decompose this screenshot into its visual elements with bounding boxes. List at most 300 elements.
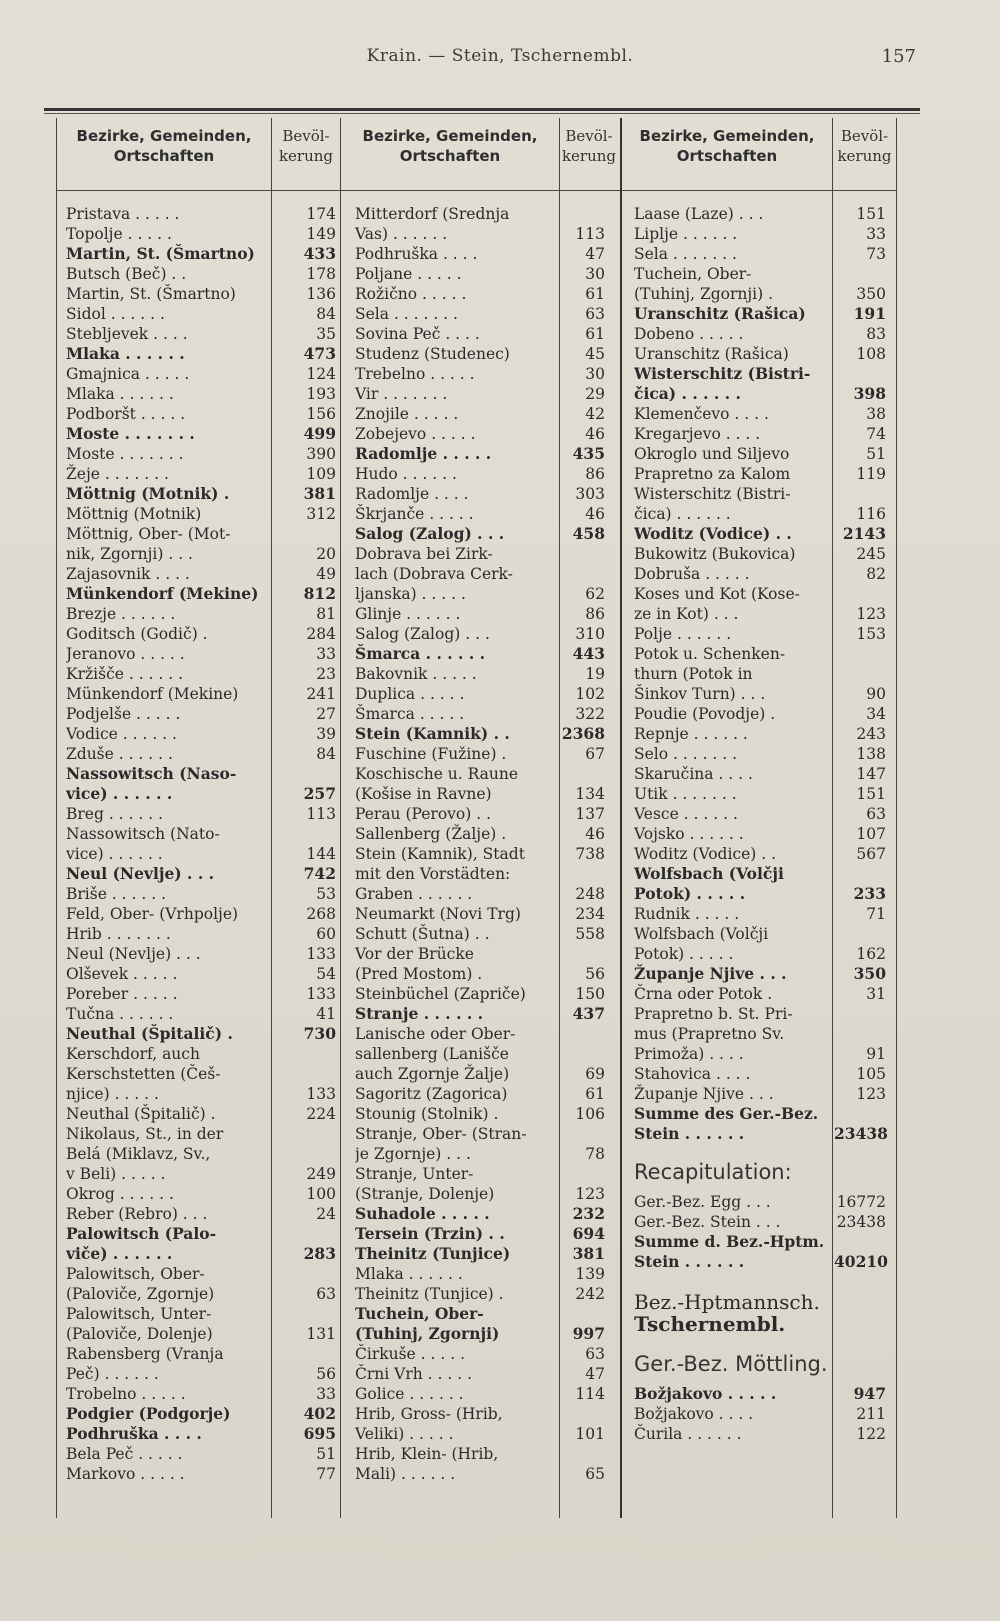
entry-population: 558	[575, 925, 605, 943]
list-item	[634, 784, 886, 804]
entry-name: Potok) . . . . .	[634, 884, 746, 903]
entry-name: Podhruška . . . .	[355, 245, 478, 263]
entry-population: 33	[866, 225, 886, 243]
entry-name: Fuschine (Fužine) .	[355, 745, 507, 763]
entry-name: Utik . . . . . . .	[634, 785, 737, 803]
entry-name: Tuchein, Ober-	[355, 1304, 484, 1323]
entry-population: 19	[585, 665, 605, 683]
entry-population: 47	[585, 1365, 605, 1383]
entry-name: Pristava . . . . .	[66, 205, 180, 223]
entry-population: 56	[585, 965, 605, 983]
entry-name: Neumarkt (Novi Trg)	[355, 905, 521, 923]
list-item	[634, 604, 886, 624]
district-title-line2: Tschernembl.	[634, 1312, 786, 1336]
entry-name: Olševek . . . . .	[66, 965, 178, 983]
entry-population: 178	[306, 265, 336, 283]
entry-name: Wisterschitz (Bistri-	[634, 485, 791, 503]
entry-population: 997	[572, 1324, 605, 1343]
entry-population: 139	[575, 1265, 605, 1283]
entry-population: 151	[856, 205, 886, 223]
entry-name: Tersein (Trzin) . .	[355, 1224, 505, 1243]
district-title-line1: Bez.-Hptmannsch.	[634, 1290, 820, 1314]
entry-name: Okrog . . . . . .	[66, 1185, 174, 1203]
entry-population: 243	[856, 725, 886, 743]
entry-name: Neul (Nevlje) . . .	[66, 864, 215, 883]
entry-population: 86	[585, 605, 605, 623]
entry-name: Potok) . . . . .	[634, 945, 734, 963]
entry-population: 156	[306, 405, 336, 423]
entry-name: Stahovica . . . .	[634, 1065, 751, 1083]
entry-name: Markovo . . . . .	[66, 1465, 185, 1483]
entry-name: Repnje . . . . . .	[634, 725, 748, 743]
entry-population: 124	[306, 365, 336, 383]
entry-name: (Stranje, Dolenje)	[355, 1185, 495, 1203]
entry-population: 153	[856, 625, 886, 643]
entry-name: Prapretno b. St. Pri-	[634, 1005, 793, 1023]
entry-name: (Košise in Ravne)	[355, 785, 492, 803]
entry-population: 102	[575, 685, 605, 703]
list-item	[634, 984, 886, 1004]
entry-name: Salog (Zalog) . . .	[355, 524, 505, 543]
recapitulation-sum	[634, 1232, 828, 1252]
list-item	[634, 744, 886, 764]
entry-population: 51	[316, 1445, 336, 1463]
entry-population: 435	[572, 444, 605, 463]
entry-population: 114	[575, 1385, 605, 1403]
entry-name: Suhadole . . . . .	[355, 1204, 490, 1223]
list-item	[634, 324, 886, 344]
entry-population: 23438	[836, 1213, 886, 1231]
entry-population: 137	[575, 805, 605, 823]
entry-name: Nassowitsch (Nato-	[66, 825, 220, 843]
entry-name: Hrib . . . . . . .	[66, 925, 171, 943]
entry-name: Ger.-Bez. Egg . . .	[634, 1193, 771, 1211]
entry-population: 23	[316, 665, 336, 683]
list-item	[634, 504, 886, 524]
entry-population: 84	[316, 305, 336, 323]
spacer	[634, 1272, 828, 1292]
entry-population: 730	[303, 1024, 336, 1043]
entry-name: Moste . . . . . . .	[66, 445, 184, 463]
list-item	[634, 264, 828, 284]
entry-population: 100	[306, 1185, 336, 1203]
entry-name: Wolfsbach (Volčji	[634, 925, 769, 943]
entry-population: 245	[856, 545, 886, 563]
entry-population: 106	[575, 1105, 605, 1123]
entry-population: 322	[575, 705, 605, 723]
entry-name: Martin, St. (Šmartno)	[66, 244, 255, 263]
entry-population: 234	[575, 905, 605, 923]
entry-population: 108	[856, 345, 886, 363]
entry-population: 233	[853, 884, 886, 903]
entry-name: Skaručina . . . .	[634, 765, 753, 783]
entry-population: 73	[866, 245, 886, 263]
entry-name: Wisterschitz (Bistri-	[634, 364, 811, 383]
entry-name: nik, Zgornji) . . .	[66, 545, 193, 563]
entry-population: 61	[585, 325, 605, 343]
entry-population: 191	[853, 304, 886, 323]
entry-population: 303	[575, 485, 605, 503]
list-item	[634, 924, 828, 944]
list-item	[634, 284, 886, 304]
entry-name: Sallenberg (Žalje) .	[355, 825, 507, 843]
entry-name: Sagoritz (Zagorica)	[355, 1085, 508, 1103]
list-item	[634, 584, 828, 604]
list-item	[634, 804, 886, 824]
entry-population: 23438	[834, 1124, 888, 1143]
entry-name: Uranschitz (Rašica)	[634, 345, 789, 363]
list-item	[634, 1404, 886, 1424]
entry-name: Schutt (Šutna) . .	[355, 925, 490, 943]
entry-name: Hrib, Klein- (Hrib,	[355, 1445, 499, 1463]
entry-name: je Zgornje) . . .	[355, 1145, 471, 1163]
entry-population: 147	[856, 765, 886, 783]
entry-name: Duplica . . . . .	[355, 685, 465, 703]
entry-name: Stein (Kamnik) . .	[355, 724, 510, 743]
list-item	[634, 1044, 886, 1064]
entry-name: Županje Njive . . .	[634, 1085, 774, 1103]
entry-name: Bakovnik . . . . .	[355, 665, 477, 683]
entry-name: Palowitsch, Unter-	[66, 1305, 212, 1323]
entry-population: 133	[306, 1085, 336, 1103]
entry-population: 63	[316, 1285, 336, 1303]
list-item	[634, 1104, 828, 1124]
entry-name: Zajasovnik . . . .	[66, 565, 190, 583]
entry-population: 2368	[561, 724, 605, 743]
list-item	[634, 764, 886, 784]
entry-population: 63	[585, 1345, 605, 1363]
entry-population: 149	[306, 225, 336, 243]
entry-population: 123	[856, 1085, 886, 1103]
entry-population: 109	[306, 465, 336, 483]
list-item	[634, 964, 886, 984]
entry-population: 51	[866, 445, 886, 463]
entry-population: 136	[306, 285, 336, 303]
entry-name: Selo . . . . . . .	[634, 745, 738, 763]
entry-name: Kržišče . . . . . .	[66, 665, 184, 683]
entry-name: Polje . . . . . .	[634, 625, 732, 643]
table-top-rule	[44, 108, 920, 111]
entry-population: 61	[585, 1085, 605, 1103]
entry-name: (Paloviče, Zgornje)	[66, 1285, 215, 1303]
entry-name: Briše . . . . . .	[66, 885, 167, 903]
entry-name: Vodice . . . . . .	[66, 725, 177, 743]
entry-population: 433	[303, 244, 336, 263]
table-top-rule-thin	[44, 113, 920, 114]
entry-name: Neul (Nevlje) . . .	[66, 945, 201, 963]
entry-name: Podboršt . . . . .	[66, 405, 186, 423]
entry-population: 82	[866, 565, 886, 583]
entry-name: Rudnik . . . . .	[634, 905, 740, 923]
list-item	[634, 204, 886, 224]
entry-name: Kerschstetten (Češ-	[66, 1065, 221, 1083]
entry-population: 78	[585, 1145, 605, 1163]
entry-name: Stebljevek . . . .	[66, 325, 188, 343]
entry-name: Sela . . . . . . .	[355, 305, 458, 323]
entry-name: Möttnig (Motnik) .	[66, 484, 230, 503]
entry-population: 138	[856, 745, 886, 763]
entry-population: 131	[306, 1325, 336, 1343]
entry-name: Theinitz (Tunjice) .	[355, 1285, 504, 1303]
entry-name: Stounig (Stolnik) .	[355, 1105, 499, 1123]
entry-name: Vor der Brücke	[355, 945, 474, 963]
entry-name: Prapretno za Kalom	[634, 465, 791, 483]
recapitulation-title: Recapitulation:	[634, 1160, 792, 1184]
entry-name: Stranje, Unter-	[355, 1165, 474, 1183]
entry-name: Vir . . . . . . .	[355, 385, 448, 403]
entry-name: Belá (Miklavz, Sv.,	[66, 1145, 211, 1163]
entry-name: Summe d. Bez.-Hptm.	[634, 1232, 825, 1251]
entry-name: Mali) . . . . . .	[355, 1465, 456, 1483]
entry-population: 695	[303, 1424, 336, 1443]
entry-name: Poljane . . . . .	[355, 265, 462, 283]
entry-population: 312	[306, 505, 336, 523]
entry-population: 283	[303, 1244, 336, 1263]
entry-name: Klemenčevo . . . .	[634, 405, 769, 423]
entry-population: 31	[866, 985, 886, 1003]
entry-name: Vesce . . . . . .	[634, 805, 738, 823]
entry-population: 54	[316, 965, 336, 983]
entry-population: 567	[856, 845, 886, 863]
entry-population: 61	[585, 285, 605, 303]
entry-name: Koschische u. Raune	[355, 765, 519, 783]
entry-population: 113	[306, 805, 336, 823]
court-district-title: Ger.-Bez. Möttling.	[634, 1352, 828, 1376]
column-header-names: Bezirke, Gemeinden, Ortschaften	[362, 127, 538, 165]
entry-population: 71	[866, 905, 886, 923]
entry-population: 116	[856, 505, 886, 523]
entry-population: 63	[585, 305, 605, 323]
entry-population: 694	[572, 1224, 605, 1243]
entry-name: Feld, Ober- (Vrhpolje)	[66, 905, 239, 923]
entry-name: Tuchein, Ober-	[634, 265, 752, 283]
list-item	[634, 484, 828, 504]
entry-name: Mlaka . . . . . .	[66, 344, 185, 363]
entry-population: 350	[856, 285, 886, 303]
entry-name: Münkendorf (Mekine)	[66, 584, 259, 603]
entry-name: Wolfsbach (Volčji	[634, 864, 784, 883]
entry-name: Martin, St. (Šmartno)	[66, 285, 236, 303]
entry-population: 134	[575, 785, 605, 803]
entry-name: Stranje . . . . . .	[355, 1004, 484, 1023]
list-item	[634, 384, 886, 404]
entry-name: čica) . . . . . .	[634, 505, 731, 523]
entry-name: Salog (Zalog) . . .	[355, 625, 490, 643]
entry-name: Woditz (Vodice) . .	[634, 524, 792, 543]
entry-population: 39	[316, 725, 336, 743]
entry-name: Zduše . . . . . .	[66, 745, 173, 763]
entry-name: Rožično . . . . .	[355, 285, 467, 303]
entry-name: Theinitz (Tunjice)	[355, 1244, 511, 1263]
column-header-names: Bezirke, Gemeinden, Ortschaften	[639, 127, 815, 165]
column-divider	[620, 118, 622, 1518]
entry-name: Čirkuše . . . . .	[355, 1345, 465, 1363]
entry-name: čica) . . . . . .	[634, 384, 741, 403]
entry-population: 20	[316, 545, 336, 563]
entry-name: Brezje . . . . . .	[66, 605, 176, 623]
entry-population: 119	[856, 465, 886, 483]
list-item	[634, 1124, 888, 1144]
entry-population: 91	[866, 1045, 886, 1063]
entry-population: 402	[303, 1404, 336, 1423]
entry-name: Laase (Laze) . . .	[634, 205, 764, 223]
entry-name: (Tuhinj, Zgornji)	[355, 1324, 500, 1343]
entry-population: 84	[316, 745, 336, 763]
entry-name: Hudo . . . . . .	[355, 465, 457, 483]
entry-name: Sovina Peč . . . .	[355, 325, 480, 343]
entry-population: 248	[575, 885, 605, 903]
list-item	[634, 224, 886, 244]
entry-population: 249	[306, 1165, 336, 1183]
list-item	[634, 1004, 828, 1024]
entry-population: 24	[316, 1205, 336, 1223]
entry-population: 162	[856, 945, 886, 963]
column-divider	[340, 118, 341, 1518]
entry-population: 458	[572, 524, 605, 543]
entry-population: 437	[572, 1004, 605, 1023]
entry-name: Palowitsch, Ober-	[66, 1265, 205, 1283]
entry-population: 16772	[836, 1193, 886, 1211]
entry-name: Topolje . . . . .	[66, 225, 172, 243]
entry-name: (Pred Mostom) .	[355, 965, 483, 983]
entry-population: 133	[306, 985, 336, 1003]
entry-population: 86	[585, 465, 605, 483]
entry-name: (Paloviče, Dolenje)	[66, 1325, 213, 1343]
entry-name: viče) . . . . . .	[66, 1244, 173, 1263]
list-item	[634, 424, 886, 444]
entry-population: 45	[585, 345, 605, 363]
list-item	[634, 944, 886, 964]
list-item	[634, 704, 886, 724]
entry-population: 150	[575, 985, 605, 1003]
entry-name: Vas) . . . . . .	[355, 225, 448, 243]
entry-name: Okroglo und Siljevo	[634, 445, 790, 463]
entry-name: Primoža) . . . .	[634, 1045, 744, 1063]
entry-name: Steinbüchel (Zapriče)	[355, 985, 526, 1003]
entry-name: Palowitsch (Palo-	[66, 1224, 217, 1243]
entry-population: 473	[303, 344, 336, 363]
entry-name: lach (Dobrava Cerk-	[355, 565, 513, 583]
list-item	[634, 404, 886, 424]
list-item	[634, 564, 886, 584]
column-3-entries	[634, 204, 888, 1144]
entry-name: Zobejevo . . . . .	[355, 425, 476, 443]
entry-population: 77	[316, 1465, 336, 1483]
entry-population: 30	[585, 365, 605, 383]
entry-name: Vojsko . . . . . .	[634, 825, 744, 843]
list-item	[634, 524, 886, 544]
entry-name: Stein . . . . . .	[634, 1252, 745, 1271]
entry-name: Möttnig, Ober- (Mot-	[66, 525, 231, 543]
entry-name: Dobrava bei Zirk-	[355, 545, 493, 563]
entry-name: Veliki) . . . . .	[355, 1425, 454, 1443]
entry-population: 34	[866, 705, 886, 723]
entry-population: 133	[306, 945, 336, 963]
column-header-population: Bevöl-kerung	[837, 127, 892, 165]
list-item	[634, 304, 886, 324]
entry-population: 63	[866, 805, 886, 823]
entry-population: 30	[585, 265, 605, 283]
entry-population: 69	[585, 1065, 605, 1083]
entry-name: Črni Vrh . . . . .	[355, 1365, 472, 1383]
entry-population: 738	[575, 845, 605, 863]
entry-population: 398	[853, 384, 886, 403]
entry-population: 65	[585, 1465, 605, 1483]
entry-name: Stranje, Ober- (Stran-	[355, 1125, 527, 1143]
list-item	[634, 464, 886, 484]
entry-name: Butsch (Beč) . .	[66, 265, 187, 283]
entry-population: 122	[856, 1425, 886, 1443]
entry-name: Radomlje . . . .	[355, 485, 469, 503]
entry-name: Rabensberg (Vranja	[66, 1345, 224, 1363]
entry-name: Podjelše . . . . .	[66, 705, 181, 723]
entry-population: 29	[585, 385, 605, 403]
entry-name: Studenz (Studenec)	[355, 345, 510, 363]
entry-population: 49	[316, 565, 336, 583]
entry-name: thurn (Potok in	[634, 665, 753, 683]
list-item	[634, 1024, 828, 1044]
entry-name: (Tuhinj, Zgornji) .	[634, 285, 774, 303]
entry-name: Reber (Rebro) . . .	[66, 1205, 208, 1223]
entry-name: Dobruša . . . . .	[634, 565, 750, 583]
list-item	[634, 364, 828, 384]
entry-name: Golice . . . . . .	[355, 1385, 464, 1403]
entry-population: 60	[316, 925, 336, 943]
entry-population: 101	[575, 1425, 605, 1443]
entry-name: Stein (Kamnik), Stadt	[355, 845, 525, 863]
entry-name: sallenberg (Lanišče	[355, 1045, 509, 1063]
entry-population: 812	[303, 584, 336, 603]
list-item	[634, 1084, 886, 1104]
entry-population: 47	[585, 245, 605, 263]
list-item	[634, 1212, 886, 1232]
entry-population: 105	[856, 1065, 886, 1083]
entry-population: 144	[306, 845, 336, 863]
district-title	[634, 1292, 828, 1336]
entry-population: 310	[575, 625, 605, 643]
entry-name: Tučna . . . . . .	[66, 1005, 174, 1023]
entry-population: 67	[585, 745, 605, 763]
entry-name: Mitterdorf (Srednja	[355, 205, 510, 223]
entry-population: 241	[306, 685, 336, 703]
entry-population: 123	[856, 605, 886, 623]
entry-name: Neuthal (Špitalič) .	[66, 1024, 233, 1043]
list-item	[634, 544, 886, 564]
list-item	[634, 1064, 886, 1084]
entry-population: 193	[306, 385, 336, 403]
entry-population: 499	[303, 424, 336, 443]
entry-name: auch Zgornje Žalje)	[355, 1065, 510, 1083]
page-number: 157	[881, 46, 916, 67]
entry-population: 174	[306, 205, 336, 223]
entry-name: Lanische oder Ober-	[355, 1025, 516, 1043]
entry-name: Koses und Kot (Kose-	[634, 585, 800, 603]
entry-name: Nassowitsch (Naso-	[66, 764, 237, 783]
entry-population: 381	[572, 1244, 605, 1263]
entry-name: Dobeno . . . . .	[634, 325, 744, 343]
entry-name: Črna oder Potok .	[634, 985, 773, 1003]
column-header-names: Bezirke, Gemeinden, Ortschaften	[76, 127, 252, 165]
entry-name: Jeranovo . . . . .	[66, 645, 185, 663]
entry-population: 46	[585, 425, 605, 443]
list-item	[634, 244, 886, 264]
entry-name: Bukowitz (Bukovica)	[634, 545, 796, 563]
entry-population: 62	[585, 585, 605, 603]
entry-name: Möttnig (Motnik)	[66, 505, 202, 523]
entry-name: Kerschdorf, auch	[66, 1045, 200, 1063]
entry-name: Liplje . . . . . .	[634, 225, 738, 243]
entry-population: 268	[306, 905, 336, 923]
